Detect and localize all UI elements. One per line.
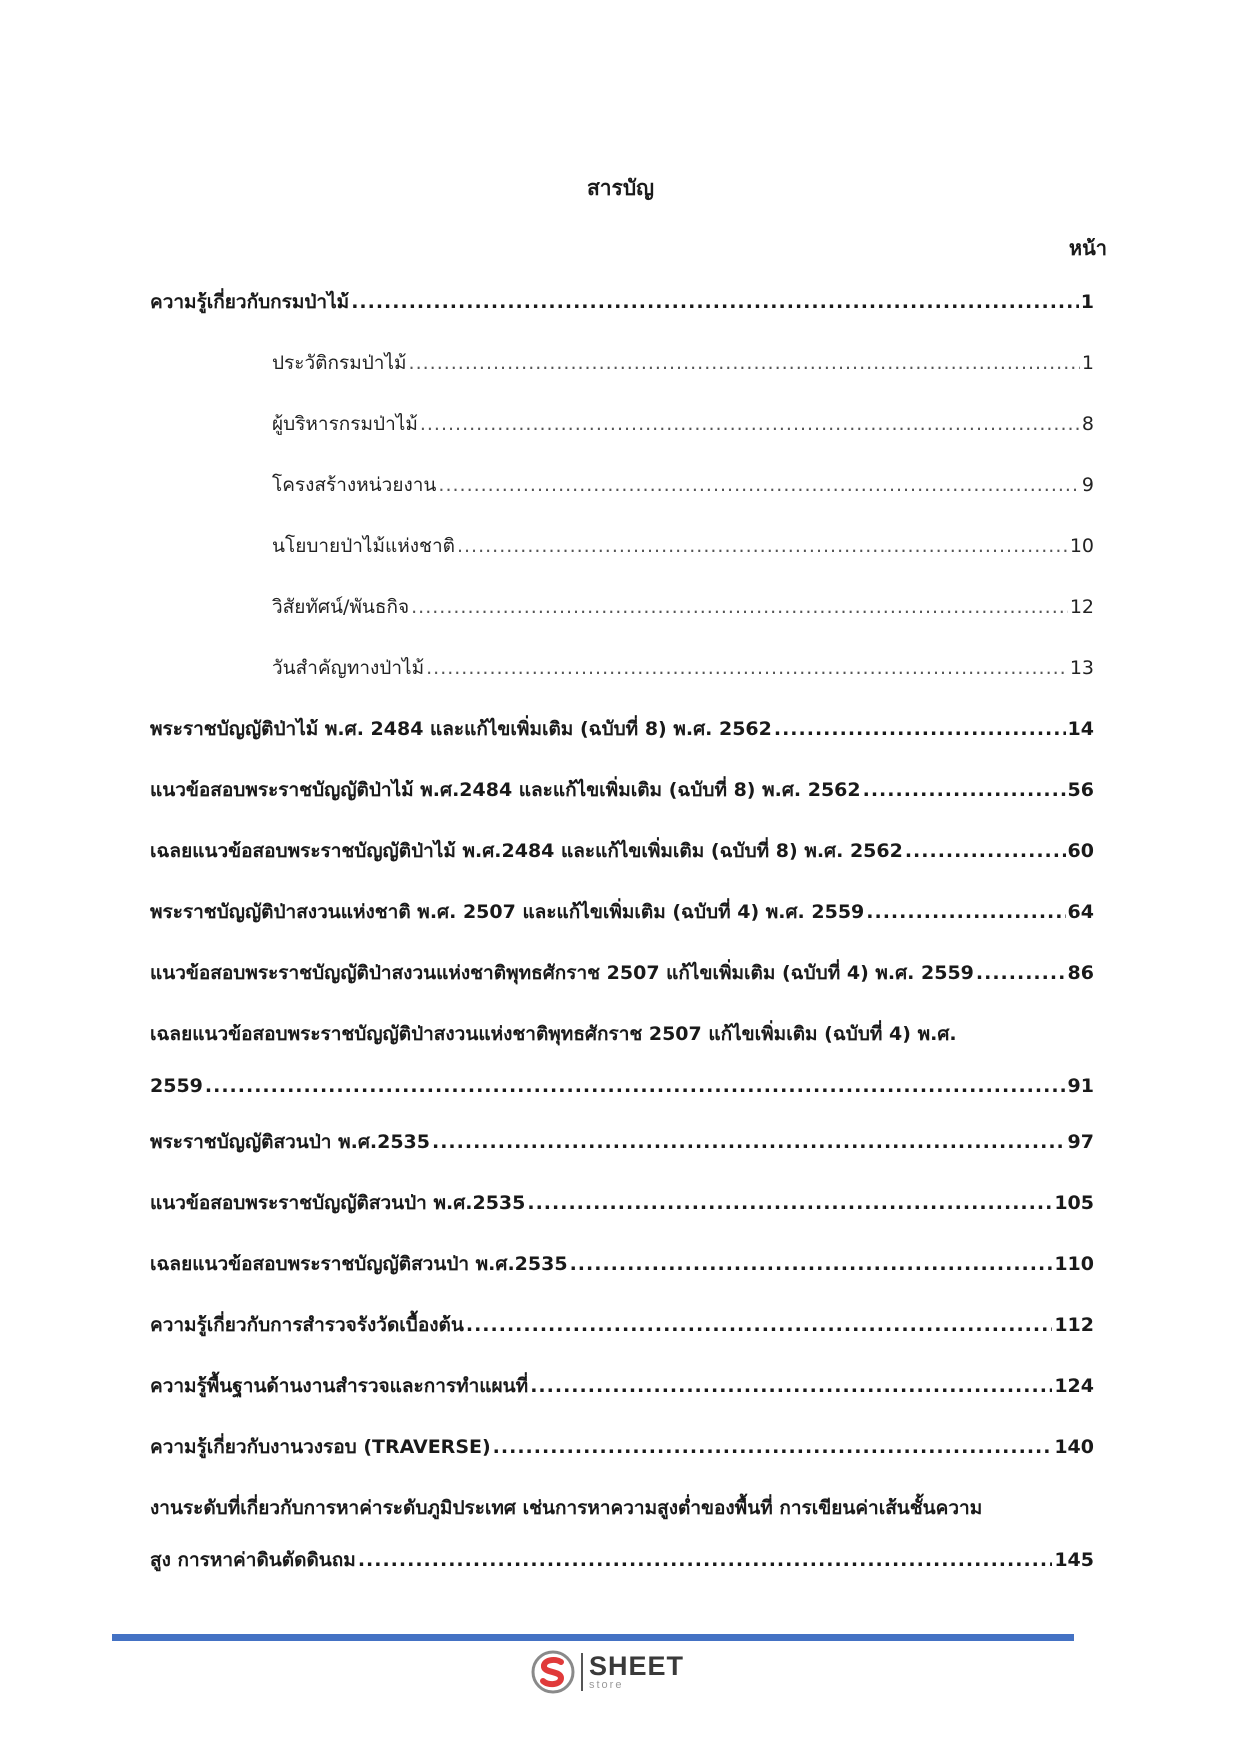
toc-entry-title: ผู้บริหารกรมป่าไม้	[272, 413, 418, 435]
logo-text: SHEET	[589, 1651, 685, 1681]
toc-entry-page: 124	[1054, 1375, 1094, 1397]
logo-wordmark	[589, 1653, 684, 1691]
toc-entry-title: นโยบายป่าไม้แห่งชาติ	[272, 535, 455, 557]
toc-entry-page: 112	[1054, 1314, 1094, 1336]
dot-leader	[432, 1126, 1066, 1158]
toc-entry-page: 60	[1067, 840, 1094, 862]
toc-entry-page: 86	[1067, 962, 1094, 984]
toc-entry-title: แนวข้อสอบพระราชบัญญัติป่าสงวนแห่งชาติพุทธศักราช 2507 แก้ไขเพิ่มเติม (ฉบับที่ 4) พ.ศ. 2559	[150, 962, 974, 984]
toc-entry-page: 13	[1069, 657, 1094, 679]
toc-subentry[interactable]	[150, 469, 1094, 530]
toc-entry-page: 56	[1067, 779, 1094, 801]
toc-entry-title: ความรู้เกี่ยวกับการสำรวจรังวัดเบื้องต้น	[150, 1314, 464, 1336]
toc-entry-title: โครงสร้างหน่วยงาน	[272, 474, 437, 496]
toc-entry-page: 91	[1067, 1075, 1094, 1097]
dot-leader	[530, 1370, 1052, 1402]
toc-entry-title: ความรู้เกี่ยวกับงานวงรอบ (TRAVERSE)	[150, 1436, 491, 1458]
toc-entry-page: 105	[1054, 1192, 1094, 1214]
toc-entry[interactable]	[150, 1431, 1094, 1492]
toc-entry-title-line2: สูง การหาค่าดินตัดดินถม	[150, 1549, 356, 1571]
sheet-store-logo-icon	[531, 1650, 575, 1694]
toc-entry[interactable]	[150, 957, 1094, 1018]
toc-entry-title: เฉลยแนวข้อสอบพระราชบัญญัติสวนป่า พ.ศ.2535	[150, 1253, 568, 1275]
toc-subentry[interactable]	[150, 347, 1094, 408]
table-of-contents	[150, 286, 1094, 1584]
dot-leader	[905, 835, 1066, 867]
toc-entry-page: 12	[1069, 596, 1094, 618]
toc-entry-page: 1	[1081, 352, 1094, 374]
toc-subentry[interactable]	[150, 591, 1094, 652]
dot-leader	[466, 1309, 1052, 1341]
toc-entry[interactable]	[150, 1309, 1094, 1370]
toc-entry[interactable]	[150, 774, 1094, 835]
toc-entry-wrapped[interactable]	[150, 1492, 1094, 1584]
toc-entry-title: วิสัยทัศน์/พันธกิจ	[272, 596, 410, 618]
dot-leader	[493, 1431, 1053, 1463]
toc-entry[interactable]	[150, 835, 1094, 896]
toc-entry-page: 97	[1067, 1131, 1094, 1153]
toc-entry-title: พระราชบัญญัติป่าสงวนแห่งชาติ พ.ศ. 2507 และแก้ไขเพิ่มเติม (ฉบับที่ 4) พ.ศ. 2559	[150, 901, 865, 923]
dot-leader	[527, 1187, 1052, 1219]
dot-leader	[457, 530, 1068, 562]
toc-entry-page: 140	[1054, 1436, 1094, 1458]
toc-entry-title: เฉลยแนวข้อสอบพระราชบัญญัติป่าไม้ พ.ศ.2484 และแก้ไขเพิ่มเติม (ฉบับที่ 8) พ.ศ. 2562	[150, 840, 903, 862]
toc-entry-title: วันสำคัญทางป่าไม้	[272, 657, 425, 679]
dot-leader	[411, 591, 1068, 623]
logo-separator	[581, 1653, 583, 1691]
page-column-label: หน้า	[1068, 236, 1107, 260]
toc-entry-title-line1: งานระดับที่เกี่ยวกับการหาค่าระดับภูมิประเทศ เช่นการหาความสูงต่ำของพื้นที่ การเขียนค่าเส้นชั้นความ	[150, 1497, 983, 1519]
toc-entry-line2	[150, 1544, 1094, 1584]
dot-leader	[358, 1544, 1053, 1576]
toc-entry-line2	[150, 1070, 1094, 1126]
toc-entry-title: พระราชบัญญัติป่าไม้ พ.ศ. 2484 และแก้ไขเพิ่มเติม (ฉบับที่ 8) พ.ศ. 2562	[150, 718, 772, 740]
dot-leader	[863, 774, 1066, 806]
toc-entry-page: 9	[1081, 474, 1094, 496]
toc-entry-page: 110	[1054, 1253, 1094, 1275]
toc-entry-page: 1	[1080, 291, 1094, 313]
sheet-store-logo	[531, 1650, 684, 1694]
toc-subentry[interactable]	[150, 652, 1094, 713]
toc-entry-title: ความรู้เกี่ยวกับกรมป่าไม้	[150, 291, 350, 313]
toc-entry-page: 14	[1067, 718, 1094, 740]
toc-entry-title: พระราชบัญญัติสวนป่า พ.ศ.2535	[150, 1131, 430, 1153]
logo-subtext: store	[589, 1679, 624, 1691]
toc-entry-title-line2: 2559	[150, 1075, 203, 1097]
toc-entry[interactable]	[150, 896, 1094, 957]
dot-leader	[438, 469, 1080, 501]
dot-leader	[351, 286, 1079, 318]
toc-entry-title: แนวข้อสอบพระราชบัญญัติป่าไม้ พ.ศ.2484 และแก้ไขเพิ่มเติม (ฉบับที่ 8) พ.ศ. 2562	[150, 779, 861, 801]
toc-entry[interactable]	[150, 1187, 1094, 1248]
toc-entry[interactable]	[150, 1126, 1094, 1187]
toc-entry[interactable]	[150, 286, 1094, 347]
footer-rule	[112, 1634, 1074, 1641]
dot-leader	[205, 1070, 1066, 1102]
toc-entry-page: 10	[1069, 535, 1094, 557]
dot-leader	[420, 408, 1080, 440]
toc-entry-page: 64	[1067, 901, 1094, 923]
dot-leader	[976, 957, 1066, 989]
toc-entry[interactable]	[150, 1248, 1094, 1309]
dot-leader	[774, 713, 1066, 745]
page-title: สารบัญ	[586, 176, 655, 200]
toc-entry[interactable]	[150, 1370, 1094, 1431]
toc-entry-wrapped[interactable]	[150, 1018, 1094, 1126]
toc-entry-title: ประวัติกรมป่าไม้	[272, 352, 407, 374]
toc-entry-title: ความรู้พื้นฐานด้านงานสำรวจและการทำแผนที่	[150, 1375, 529, 1397]
dot-leader	[409, 347, 1080, 379]
dot-leader	[866, 896, 1065, 928]
toc-entry-title: แนวข้อสอบพระราชบัญญัติสวนป่า พ.ศ.2535	[150, 1192, 526, 1214]
toc-entry-page: 8	[1081, 413, 1094, 435]
toc-subentry[interactable]	[150, 530, 1094, 591]
toc-entry-page: 145	[1054, 1549, 1094, 1571]
toc-entry[interactable]	[150, 713, 1094, 774]
dot-leader	[570, 1248, 1053, 1280]
toc-entry-title-line1: เฉลยแนวข้อสอบพระราชบัญญัติป่าสงวนแห่งชาติพุทธศักราช 2507 แก้ไขเพิ่มเติม (ฉบับที่ 4) พ.ศ.	[150, 1023, 957, 1045]
dot-leader	[426, 652, 1068, 684]
toc-subentry[interactable]	[150, 408, 1094, 469]
